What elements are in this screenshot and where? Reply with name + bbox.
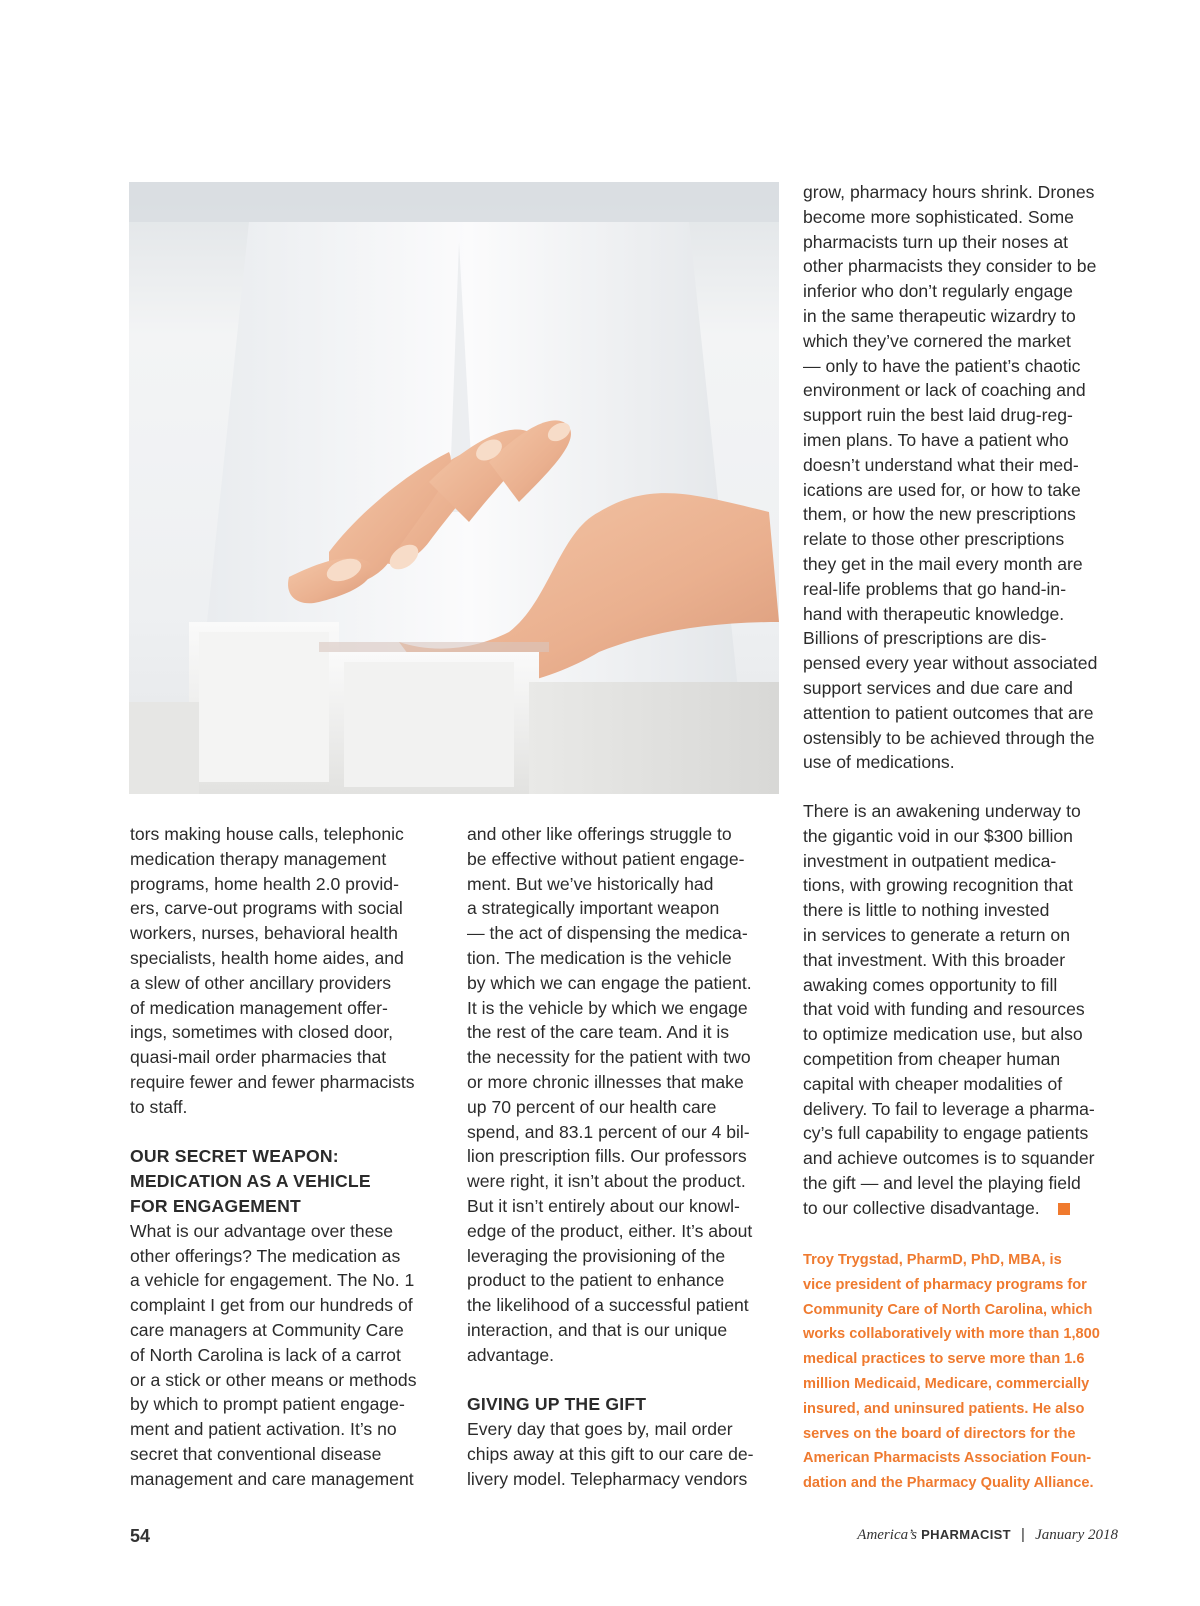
body-line: interaction, and that is our unique <box>467 1319 728 1340</box>
body-line: them, or how the new prescriptions <box>803 504 1076 525</box>
body-line: other pharmacists they consider to be <box>803 256 1097 277</box>
article-column-3 <box>803 180 1123 775</box>
end-of-article-square-icon <box>1058 1203 1070 1215</box>
body-line: livery model. Telepharmacy vendors <box>467 1468 748 1489</box>
body-line: to optimize medication use, but also <box>803 1024 1083 1045</box>
body-line: environment or lack of coaching and <box>803 380 1086 401</box>
body-line: ings, sometimes with closed door, <box>130 1022 394 1043</box>
body-line: other offerings? The medication as <box>130 1245 401 1266</box>
body-line: support ruin the best laid drug-reg- <box>803 405 1073 426</box>
body-line: specialists, health home aides, and <box>130 947 404 968</box>
footer-separator: | <box>1021 1526 1025 1543</box>
body-line: were right, it isn’t about the product. <box>467 1171 746 1192</box>
body-line: It is the vehicle by which we engage <box>467 997 748 1018</box>
body-line: imen plans. To have a patient who <box>803 429 1069 450</box>
body-line: lion prescription fills. Our professors <box>467 1146 747 1167</box>
body-line: What is our advantage over these <box>130 1220 394 1241</box>
body-line: product to the patient to enhance <box>467 1270 725 1291</box>
body-line: There is an awakening underway to <box>803 801 1081 821</box>
article-photo <box>129 182 779 794</box>
bio-line: Community Care of North Carolina, which <box>803 1301 1093 1318</box>
body-line: workers, nurses, behavioral health <box>130 923 398 944</box>
body-line: support services and due care and <box>803 677 1073 698</box>
body-line-final-text: to our collective disadvantage. <box>803 1197 1040 1218</box>
body-line: Billions of prescriptions are dis- <box>803 628 1047 649</box>
body-line: the gift — and level the playing field <box>803 1172 1081 1193</box>
body-line: in the same therapeutic wizardry to <box>803 305 1076 326</box>
body-line: and achieve outcomes is to squander <box>803 1148 1095 1169</box>
body-line: of North Carolina is lack of a carrot <box>130 1344 401 1365</box>
body-line: use of medications. <box>803 752 955 773</box>
body-line: care managers at Community Care <box>130 1319 404 1340</box>
body-line: there is little to nothing invested <box>803 900 1050 921</box>
bio-line: insured, and uninsured patients. He also <box>803 1400 1085 1417</box>
body-line: that investment. With this broader <box>803 949 1066 970</box>
body-line: a strategically important weapon <box>467 898 720 919</box>
paragraph-gap <box>130 1120 450 1145</box>
body-line: But it isn’t entirely about our knowl- <box>467 1195 740 1216</box>
section-heading: GIVING UP THE GIFT <box>467 1394 647 1415</box>
body-line: to staff. <box>130 1096 188 1117</box>
body-line: doesn’t understand what their med- <box>803 454 1079 475</box>
body-line: medication therapy management <box>130 848 387 869</box>
bio-line: million Medicaid, Medicare, commercially <box>803 1375 1090 1392</box>
body-line-final <box>803 1196 1123 1221</box>
body-line: by which we can engage the patient. <box>467 972 752 993</box>
body-line: chips away at this gift to our care de- <box>467 1443 754 1464</box>
pharmacist-hand-illustration <box>129 182 779 794</box>
bio-line: works collaboratively with more than 1,800 <box>803 1326 1100 1343</box>
body-line: real-life problems that go hand-in- <box>803 578 1067 599</box>
body-line: in services to generate a return on <box>803 924 1070 945</box>
body-line: the rest of the care team. And it is <box>467 1022 730 1043</box>
body-line: pensed every year without associated <box>803 653 1098 674</box>
body-line: tion. The medication is the vehicle <box>467 947 732 968</box>
body-line: ers, carve-out programs with social <box>130 898 403 919</box>
body-line: relate to those other prescriptions <box>803 529 1065 550</box>
body-line: the gigantic void in our $300 billion <box>803 825 1073 846</box>
paragraph-gap <box>467 1368 787 1393</box>
body-line: hand with therapeutic knowledge. <box>803 603 1065 624</box>
body-line: a slew of other ancillary providers <box>130 972 392 993</box>
body-line: ment and patient activation. It’s no <box>130 1419 397 1440</box>
body-line: programs, home health 2.0 provid- <box>130 873 399 894</box>
body-line: or a stick or other means or methods <box>130 1369 417 1390</box>
body-line: up 70 percent of our health care <box>467 1096 717 1117</box>
page-number: 54 <box>130 1526 151 1546</box>
body-line: a vehicle for engagement. The No. 1 <box>130 1270 415 1291</box>
section-heading-line: OUR SECRET WEAPON: <box>130 1146 339 1167</box>
body-line: — only to have the patient’s chaotic <box>803 355 1081 376</box>
bio-line: American Pharmacists Association Foun- <box>803 1450 1092 1467</box>
body-line: which they’ve cornered the market <box>803 330 1071 351</box>
body-line: and other like offerings struggle to <box>467 824 732 844</box>
body-line: or more chronic illnesses that make <box>467 1071 744 1092</box>
magazine-footer <box>857 1526 1118 1544</box>
body-line: awaking comes opportunity to fill <box>803 974 1058 995</box>
body-line: investment in outpatient medica- <box>803 850 1057 871</box>
body-line: that void with funding and resources <box>803 999 1085 1020</box>
body-line: quasi-mail order pharmacies that <box>130 1047 387 1068</box>
issue-date: January 2018 <box>1035 1527 1118 1543</box>
body-line: advantage. <box>467 1344 555 1365</box>
body-line: competition from cheaper human <box>803 1048 1061 1069</box>
body-line: management and care management <box>130 1468 414 1489</box>
body-line: cy’s full capability to engage patients <box>803 1123 1089 1144</box>
body-line: by which to prompt patient engage- <box>130 1394 405 1415</box>
section-heading-line: MEDICATION AS A VEHICLE <box>130 1171 371 1192</box>
body-line: they get in the mail every month are <box>803 553 1083 574</box>
body-line: attention to patient outcomes that are <box>803 702 1094 723</box>
bio-line: medical practices to serve more than 1.6 <box>803 1351 1085 1368</box>
section-heading-line: FOR ENGAGEMENT <box>130 1195 301 1216</box>
bio-line: Troy Trygstad, PharmD, PhD, MBA, is <box>803 1252 1062 1268</box>
body-line: spend, and 83.1 percent of our 4 bil- <box>467 1121 750 1142</box>
magazine-name-italic: America’s <box>857 1527 917 1543</box>
body-line: become more sophisticated. Some <box>803 206 1074 227</box>
body-line: Every day that goes by, mail order <box>467 1419 733 1440</box>
article-column-1 <box>130 822 450 1492</box>
article-column-2 <box>467 822 787 1492</box>
magazine-name-bold: PHARMACIST <box>921 1527 1011 1542</box>
body-line: the necessity for the patient with two <box>467 1047 751 1068</box>
body-line: ostensibly to be achieved through the <box>803 727 1095 748</box>
bio-line: dation and the Pharmacy Quality Alliance. <box>803 1475 1094 1492</box>
body-line: tions, with growing recognition that <box>803 875 1073 896</box>
bio-line: serves on the board of directors for the <box>803 1425 1076 1442</box>
body-line: leveraging the provisioning of the <box>467 1245 726 1266</box>
body-line: of medication management offer- <box>130 997 388 1018</box>
body-line: be effective without patient engage- <box>467 848 745 869</box>
body-line: the likelihood of a successful patient <box>467 1295 749 1316</box>
body-line: inferior who don’t regularly engage <box>803 281 1073 302</box>
body-line: secret that conventional disease <box>130 1443 382 1464</box>
body-line: edge of the product, either. It’s about <box>467 1220 753 1241</box>
body-line: tors making house calls, telephonic <box>130 824 404 844</box>
body-line: ment. But we’ve historically had <box>467 873 714 894</box>
body-line: require fewer and fewer pharmacists <box>130 1071 415 1092</box>
body-line: grow, pharmacy hours shrink. Drones <box>803 182 1095 202</box>
body-line: pharmacists turn up their noses at <box>803 231 1069 252</box>
body-line: capital with cheaper modalities of <box>803 1073 1063 1094</box>
body-line: — the act of dispensing the medica- <box>467 923 748 944</box>
article-column-3-continued <box>803 799 1123 1221</box>
body-line: delivery. To fail to leverage a pharma- <box>803 1098 1095 1119</box>
bio-line: vice president of pharmacy programs for <box>803 1276 1087 1293</box>
body-line: complaint I get from our hundreds of <box>130 1295 413 1316</box>
author-bio <box>803 1248 1123 1496</box>
body-line: ications are used for, or how to take <box>803 479 1081 500</box>
